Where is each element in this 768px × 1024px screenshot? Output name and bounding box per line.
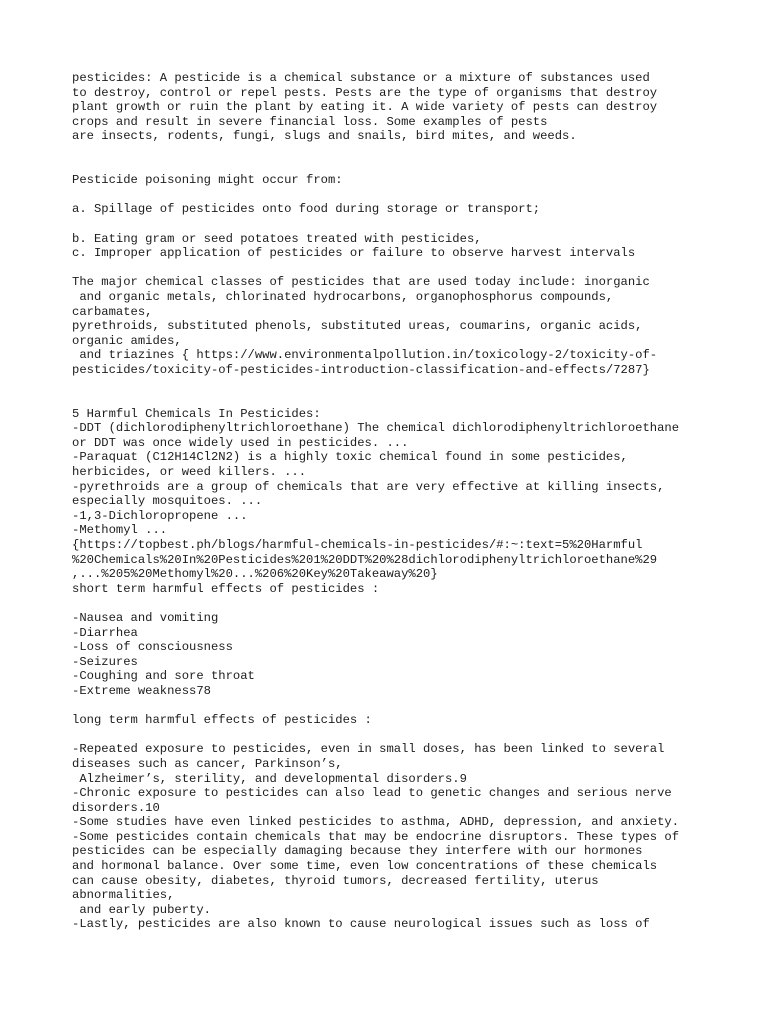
text-line: -pyrethroids are a group of chemicals that are very effective at killing insects,	[72, 479, 665, 494]
blank-line	[72, 392, 712, 407]
blank-line	[72, 596, 712, 611]
text-line: and hormonal balance. Over some time, even low concentrations of these chemicals	[72, 859, 658, 874]
text-line: 5 Harmful Chemicals In Pesticides:	[72, 406, 321, 421]
blank-line	[72, 217, 712, 232]
text-line: -Loss of consciousness	[72, 640, 233, 655]
text-line: long term harmful effects of pesticides :	[72, 713, 372, 728]
text-line: short term harmful effects of pesticides :	[72, 581, 380, 596]
text-line: -Paraquat (C12H14Cl2N2) is a highly toxic chemical found in some pesticides,	[72, 450, 628, 465]
blank-line	[72, 728, 712, 743]
text-line: -Coughing and sore throat	[72, 669, 255, 684]
text-line: and early puberty.	[72, 902, 211, 917]
text-line: carbamates,	[72, 304, 153, 319]
text-line: b. Eating gram or seed potatoes treated with pesticides,	[72, 231, 482, 246]
text-line: -Some pesticides contain chemicals that may be endocrine disruptors. These types of	[72, 829, 680, 844]
text-line: disorders.10	[72, 800, 160, 815]
text-line: -Diarrhea	[72, 625, 138, 640]
text-line: pesticides can be especially damaging because they interfere with our hormones	[72, 844, 643, 859]
blank-line	[72, 699, 712, 714]
text-line: %20Chemicals%20In%20Pesticides%201%20DDT%20%28dichlorodiphenyltrichloroethane%29	[72, 552, 658, 567]
text-line: herbicides, or weed killers. ...	[72, 465, 307, 480]
text-line: Pesticide poisoning might occur from:	[72, 173, 343, 188]
blank-line	[72, 159, 712, 174]
text-line: -Extreme weakness78	[72, 683, 211, 698]
blank-line	[72, 377, 712, 392]
document-body	[72, 71, 712, 932]
text-line: pesticides/toxicity-of-pesticides-introduction-classification-and-effects/7287}	[72, 362, 650, 377]
text-line: -1,3-Dichloropropene ...	[72, 508, 248, 523]
text-line: -Some studies have even linked pesticides to asthma, ADHD, depression, and anxiety.	[72, 815, 680, 830]
text-line: -Lastly, pesticides are also known to cause neurological issues such as loss of	[72, 917, 650, 932]
text-line: organic amides,	[72, 333, 182, 348]
text-line: The major chemical classes of pesticides that are used today include: inorganic	[72, 275, 650, 290]
text-line: to destroy, control or repel pests. Pests are the type of organisms that destroy	[72, 85, 658, 100]
text-line: a. Spillage of pesticides onto food during storage or transport;	[72, 202, 541, 217]
text-line: ,...%205%20Methomyl%20...%206%20Key%20Takeaway%20}	[72, 567, 438, 582]
text-line: especially mosquitoes. ...	[72, 494, 263, 509]
text-line: -Methomyl ...	[72, 523, 168, 538]
text-line: -Seizures	[72, 654, 138, 669]
text-line: can cause obesity, diabetes, thyroid tumors, decreased fertility, uterus	[72, 873, 599, 888]
text-line: {https://topbest.ph/blogs/harmful-chemicals-in-pesticides/#:~:text=5%20Harmful	[72, 538, 643, 552]
text-line: crops and result in severe financial loss. Some examples of pests	[72, 114, 548, 129]
text-line: diseases such as cancer, Parkinson’s,	[72, 756, 343, 771]
text-line: -Nausea and vomiting	[72, 610, 219, 625]
text-line: Alzheimer’s, sterility, and developmental disorders.9	[72, 771, 467, 786]
text-line: abnormalities,	[72, 888, 175, 903]
text-line: plant growth or ruin the plant by eating it. A wide variety of pests can destroy	[72, 100, 658, 115]
blank-line	[72, 261, 712, 276]
text-line: pesticides: A pesticide is a chemical substance or a mixture of substances used	[72, 71, 650, 85]
blank-line	[72, 188, 712, 203]
text-line: pyrethroids, substituted phenols, substituted ureas, coumarins, organic acids,	[72, 319, 643, 334]
text-line: -Repeated exposure to pesticides, even in small doses, has been linked to several	[72, 742, 665, 757]
text-line: -DDT (dichlorodiphenyltrichloroethane) The chemical dichlorodiphenyltrichloroethane	[72, 421, 680, 436]
text-line: -Chronic exposure to pesticides can also lead to genetic changes and serious nerve	[72, 786, 672, 801]
text-line: c. Improper application of pesticides or failure to observe harvest intervals	[72, 246, 636, 261]
text-line: and organic metals, chlorinated hydrocarbons, organophosphorus compounds,	[72, 289, 614, 304]
blank-line	[72, 144, 712, 159]
text-line: and triazines { https://www.environmentalpollution.in/toxicology-2/toxicity-of-	[72, 348, 658, 363]
text-line: or DDT was once widely used in pesticides. ...	[72, 435, 409, 450]
text-line: are insects, rodents, fungi, slugs and snails, bird mites, and weeds.	[72, 129, 577, 144]
